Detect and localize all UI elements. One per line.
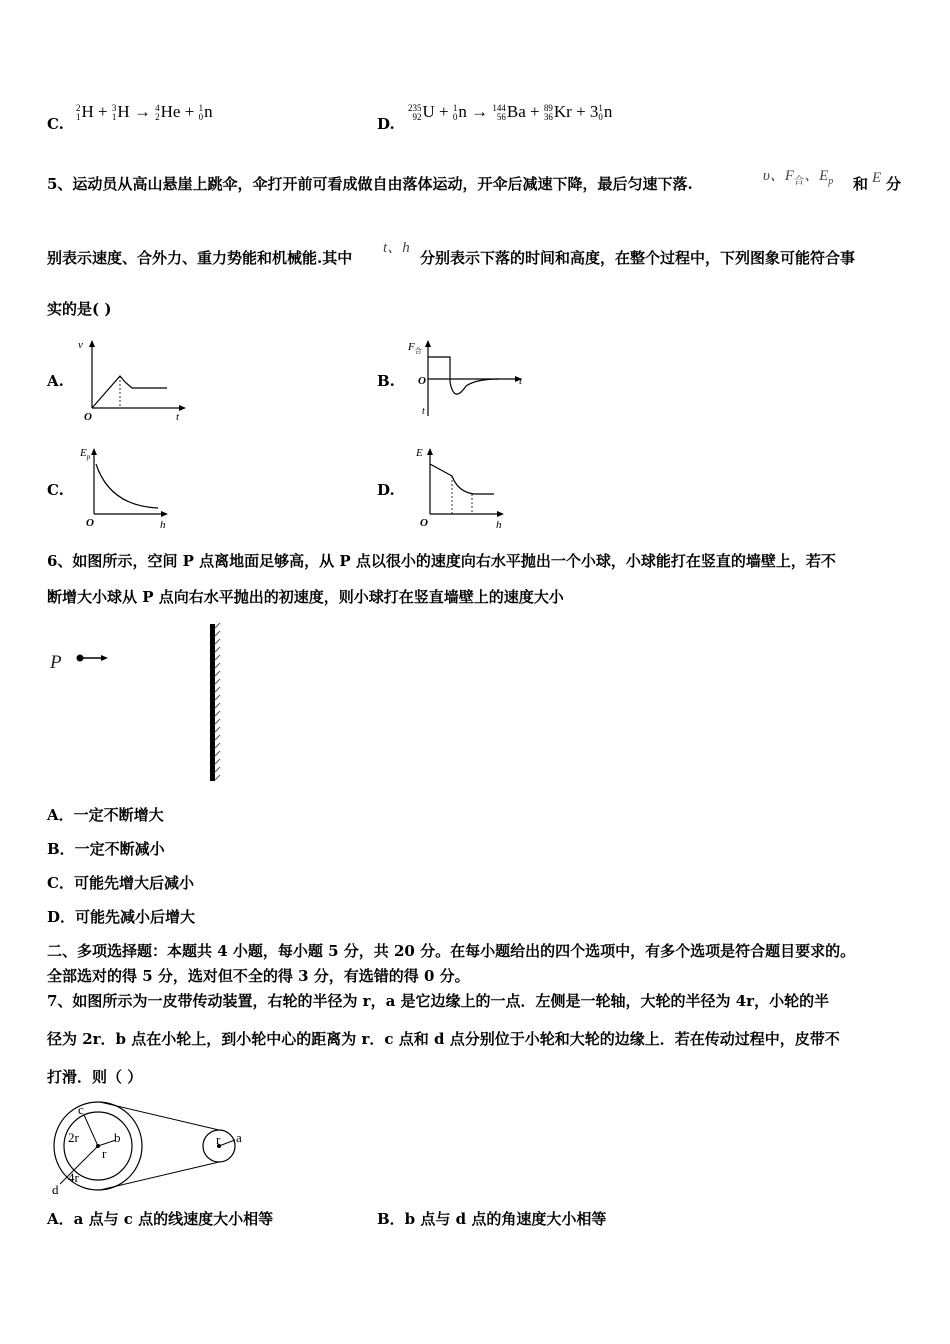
section2-heading-line2: 全部选对的得 5 分，选对但不全的得 3 分，有选错的得 0 分。: [47, 967, 470, 985]
q5-symbols-th: t、h: [383, 240, 410, 256]
point-p-label: P: [50, 652, 62, 673]
label-a: a: [236, 1130, 242, 1145]
q5-option-d-label: D.: [377, 481, 395, 499]
q5-stem-line2a: 别表示速度、合外力、重力势能和机械能.其中: [47, 249, 353, 267]
wall-hatching: [215, 623, 220, 780]
right-radius-line: [219, 1140, 235, 1146]
q5-graph-d: [404, 442, 534, 530]
x-label: t: [176, 411, 180, 421]
label-d: d: [52, 1182, 59, 1197]
q4-option-d-label: D.: [377, 115, 395, 133]
x-label: h: [160, 519, 166, 530]
q5-graph-c: [70, 442, 200, 530]
q4-option-c-label: C.: [47, 115, 64, 133]
q6-stem-line2: 断增大小球从 P 点向右水平抛出的初速度，则小球打在竖直墙壁上的速度大小: [47, 588, 564, 606]
y-axis-arrow: [89, 340, 95, 347]
q5-symbol-e: E: [872, 170, 882, 186]
q7-stem-line2: 径为 2r．b 点在小轮上，到小轮中心的距离为 r．c 点和 d 点分别位于小轮和大轮的边缘上．若在传动过程中，皮带不: [47, 1030, 840, 1048]
q5-graph-a: [70, 336, 200, 421]
q5-stem-line1: 5、运动员从高山悬崖上跳伞，伞打开前可看成做自由落体运动，开伞后减速下降，最后匀速下落.: [47, 175, 693, 193]
label-c: c: [78, 1102, 84, 1117]
origin-label: O: [418, 375, 426, 387]
x-axis-arrow: [161, 511, 168, 517]
q6-option-a: A．一定不断增大: [47, 806, 164, 824]
q7-belt-figure: [48, 1100, 258, 1200]
q7-stem-line3: 打滑．则（ ）: [47, 1068, 143, 1086]
velocity-curve: [92, 376, 167, 408]
q5-stem-line2b: 分别表示下落的时间和高度，在整个过程中，下列图象可能符合事: [420, 249, 856, 267]
force-curve-step: [428, 357, 450, 382]
q7-option-a: A．a 点与 c 点的线速度大小相等: [47, 1210, 274, 1228]
q6-option-d: D．可能先减小后增大: [47, 908, 196, 926]
belt-bottom: [100, 1162, 219, 1190]
wall: [210, 624, 215, 781]
label-2r: 2r: [68, 1130, 79, 1145]
velocity-arrowhead: [101, 655, 108, 661]
x-axis-arrow: [179, 405, 186, 411]
q6-option-c: C．可能先增大后减小: [47, 874, 194, 892]
y-label: $E_p$: [80, 447, 91, 461]
extra-label: t: [422, 406, 425, 417]
q4-option-c-equation: 2 1H + 3 1H → 4 2He + 1 0n: [76, 102, 213, 123]
q7-stem-line1: 7、如图所示为一皮带传动装置，右轮的半径为 r，a 是它边缘上的一点．左侧是一轮轴，大轮的半径为 4r，小轮的半: [47, 992, 830, 1010]
x-label: t: [519, 375, 523, 387]
x-axis-arrow: [497, 511, 504, 517]
q7-option-b: B．b 点与 d 点的角速度大小相等: [377, 1210, 607, 1228]
y-label: v: [78, 339, 83, 351]
section2-heading-line1: 二、多项选择题：本题共 4 小题，每小题 5 分，共 20 分。在每小题给出的四个选项中，有多个选项是符合题目要求的。: [47, 942, 856, 960]
origin-label: O: [84, 411, 92, 421]
ep-curve: [96, 464, 158, 508]
q6-figure: [44, 618, 234, 784]
q5-option-c-label: C.: [47, 481, 64, 499]
y-label: E: [416, 447, 423, 459]
label-r-right: r: [216, 1132, 221, 1147]
radius-4r-line: [60, 1146, 98, 1184]
label-4r: 4r: [68, 1170, 79, 1185]
energy-curve: [430, 464, 494, 494]
y-label: $F_合$: [408, 341, 422, 355]
force-curve-decay: [450, 379, 499, 394]
q6-stem-line1: 6、如图所示，空间 P 点离地面足够高，从 P 点以很小的速度向右水平抛出一个小球，小球能打在竖直的墙壁上，若不: [47, 552, 836, 570]
q5-fen: 分: [886, 175, 902, 193]
origin-label: O: [86, 517, 94, 529]
q6-option-b: B．一定不断减小: [47, 840, 165, 858]
label-r-center: r: [102, 1146, 107, 1161]
q5-graph-b: [404, 332, 534, 420]
radius-2r-line: [84, 1115, 98, 1146]
y-axis-arrow: [91, 448, 97, 455]
y-axis-arrow: [425, 340, 431, 347]
q5-symbols: υ、$F_合$、$E_p$: [763, 168, 834, 187]
q4-option-d-equation: 235 92U + 1 0n → 144 56Ba + 89 36Kr + 31 0n: [408, 102, 613, 123]
q5-and: 和: [853, 175, 869, 193]
q5-option-b-label: B.: [377, 372, 395, 390]
x-label: h: [496, 519, 502, 530]
origin-label: O: [420, 517, 428, 529]
q5-stem-line3: 实的是( ): [47, 300, 112, 318]
y-axis-arrow: [427, 448, 433, 455]
label-b: b: [114, 1130, 121, 1145]
q5-option-a-label: A.: [47, 372, 64, 390]
belt-top: [100, 1102, 219, 1130]
